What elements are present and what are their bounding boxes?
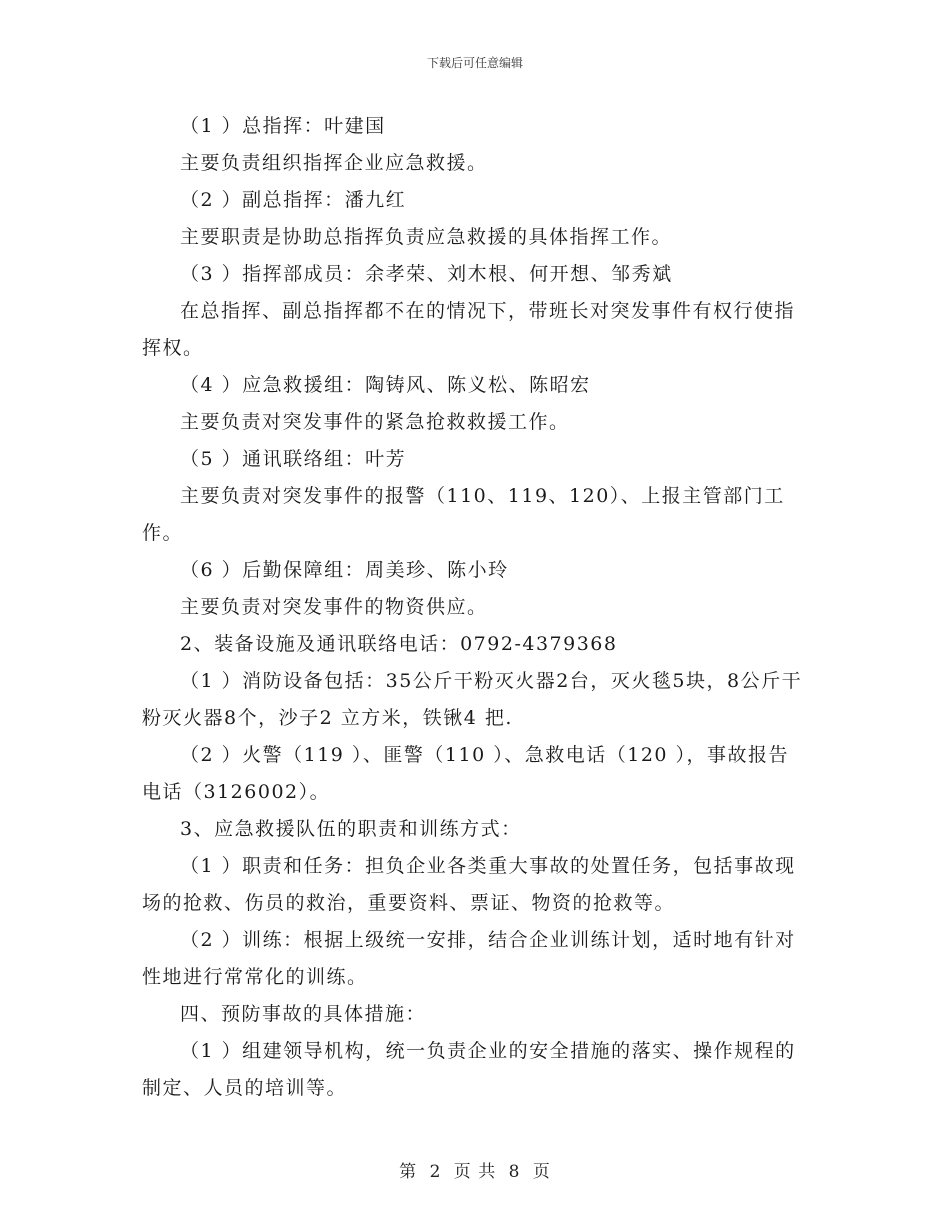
- paragraph: （1 ）职责和任务：担负企业各类重大事故的处置任务，包括事故现场的抢救、伤员的救治，重要资料、票证、物资的抢救等。: [142, 855, 796, 914]
- paragraph: （2 ）副总指挥：潘九红: [180, 189, 407, 211]
- footer-suffix: 页: [532, 1162, 551, 1182]
- paragraph: （1 ）总指挥：叶建国: [180, 115, 386, 137]
- footer-middle: 页 共: [453, 1162, 497, 1182]
- paragraph: 3、应急救援队伍的职责和训练方式：: [180, 818, 522, 840]
- paragraph: 主要负责对突发事件的紧急抢救救援工作。: [180, 411, 570, 433]
- paragraph: 在总指挥、副总指挥都不在的情况下，带班长对突发事件有权行使指挥权。: [142, 300, 796, 359]
- paragraph: （1 ）组建领导机构，统一负责企业的安全措施的落实、操作规程的制定、人员的培训等。: [142, 1040, 796, 1099]
- paragraph: 主要职责是协助总指挥负责应急救援的具体指挥工作。: [180, 226, 673, 248]
- page-header: 下载后可任意编辑: [426, 56, 523, 70]
- paragraph: （5 ）通讯联络组：叶芳: [180, 448, 407, 470]
- paragraph: （2 ）火警（119 ）、匪警（110 ）、急救电话（120 ），事故报告电话（3126002）。: [142, 744, 790, 803]
- paragraph: 主要负责组织指挥企业应急救援。: [180, 152, 488, 174]
- paragraph: 主要负责对突发事件的物资供应。: [180, 596, 488, 618]
- paragraph: （1 ）消防设备包括：35公斤干粉灭火器2台，灭火毯5块，8公斤干粉灭火器8个，沙子2 立方米，铁锹4 把.: [142, 670, 803, 729]
- paragraph: 主要负责对突发事件的报警（110、119、120）、上报主管部门工作。: [142, 485, 785, 544]
- paragraph: （6 ）后勤保障组：周美珍、陈小玲: [180, 559, 509, 581]
- footer-page-total: 8: [508, 1162, 521, 1182]
- paragraph: 四、预防事故的具体措施：: [180, 1003, 427, 1025]
- paragraph: （4 ）应急救援组：陶铸风、陈义松、陈昭宏: [180, 374, 591, 396]
- paragraph: （2 ）训练：根据上级统一安排，结合企业训练计划，适时地有针对性地进行常常化的训练。: [142, 929, 796, 988]
- document-body: [142, 108, 808, 1107]
- paragraph: （3 ）指挥部成员：余孝荣、刘木根、何开想、邹秀斌: [180, 263, 673, 285]
- paragraph: 2、装备设施及通讯联络电话：0792-4379368: [180, 633, 618, 655]
- page-footer: [0, 1157, 950, 1182]
- footer-page-number: 2: [429, 1162, 442, 1182]
- footer-prefix: 第: [399, 1162, 418, 1182]
